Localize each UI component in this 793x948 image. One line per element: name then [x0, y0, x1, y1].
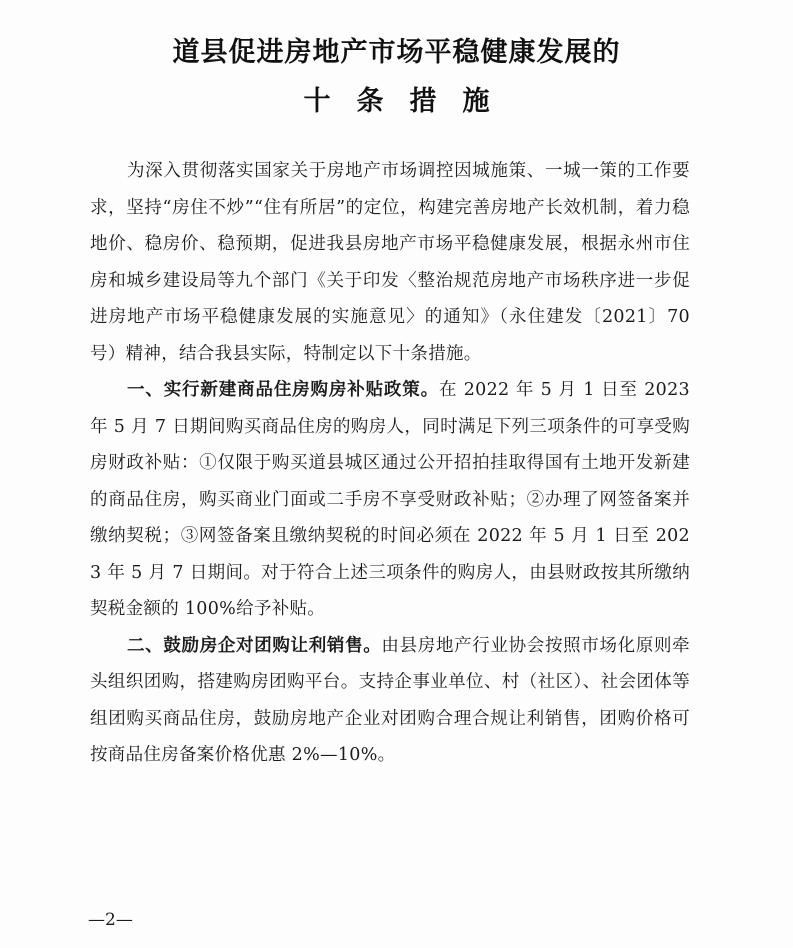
section-1-heading: 一、实行新建商品住房购房补贴政策。	[127, 380, 439, 400]
section-1-paragraph	[90, 372, 690, 628]
section-2-paragraph	[90, 628, 690, 774]
intro-paragraph: 为深入贯彻落实国家关于房地产市场调控因城施策、一城一策的工作要求，坚持“房住不炒”“住有所居”的定位，构建完善房地产长效机制，着力稳地价、稳房价、稳预期，促进我县房地产市场平稳健康发展，根据永州市住房和城乡建设局等九个部门《关于印发〈整治规范房地产市场秩序进一步促进房地产市场平稳健康发展的实施意见〉的通知》（永住建发〔2021〕70号）精神，结合我县实际，特制定以下十条措施。	[90, 161, 690, 364]
section-2-body: 由县房地产行业协会按照市场化原则牵头组织团购，搭建购房团购平台。支持企事业单位、村（社区）、社会团体等组团购买商品住房，鼓励房地产企业对团购合理合规让利销售，团购价格可按商品住房备案价格优惠 2%—10%。	[90, 635, 690, 765]
document-title: 道县促进房地产市场平稳健康发展的	[172, 37, 621, 68]
section-1-body: 在 2022 年 5 月 1 日至 2023 年 5 月 7 日期间购买商品住房的购房人，同时满足下列三项条件的可享受购房财政补贴：①仅限于购买道县城区通过公开招拍挂取得国有土地开发新建的商品住房，购买商业门面或二手房不享受财政补贴；②办理了网签备案并缴纳契税；③网签备案且缴纳契税的时间必须在 2022 年 5 月 1 日至 2023 年 5 月 7 日期间。对于符合上述三项条件的购房人，由县财政按其所缴纳契税金额的 100%给予补贴。	[90, 380, 690, 619]
section-2-heading: 二、鼓励房企对团购让利销售。	[127, 635, 382, 656]
document-body	[90, 153, 690, 774]
page-number: —2—	[88, 910, 133, 930]
document-subtitle: 十条措施	[303, 86, 516, 117]
